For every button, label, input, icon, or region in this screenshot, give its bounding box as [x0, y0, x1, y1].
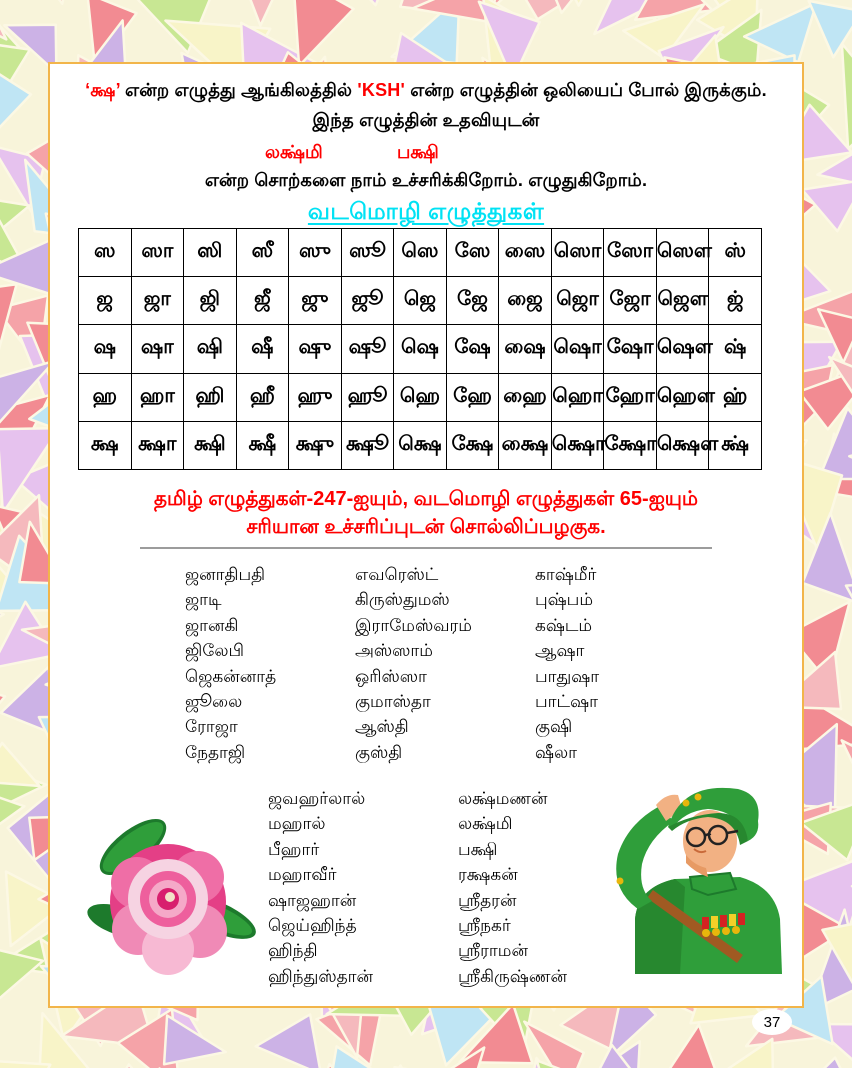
letter-cell: ஸு [289, 229, 342, 277]
letter-cell: க்ஷு [289, 421, 342, 469]
letter-cell: ஹை [499, 373, 552, 421]
letter-cell: ஷு [289, 325, 342, 373]
word-item: ஜானகி [185, 615, 239, 635]
word-item: ஷீலா [535, 742, 578, 762]
word-item: ஜவஹர்லால் [268, 789, 366, 808]
word-item: ஜிலேபி [185, 641, 244, 661]
word-item: பாதுஷா [535, 666, 600, 686]
letter-cell: ஸ [79, 229, 132, 277]
word-item: லக்ஷ்மி [458, 814, 513, 834]
letter-cell: ஸொ [551, 229, 604, 277]
letter-cell: க்ஷை [499, 421, 552, 469]
letter-cell: ஷா [131, 325, 184, 373]
word-item: ரோஜா [185, 717, 238, 737]
letter-cell: ஷை [499, 325, 552, 373]
word-item: குமாஸ்தா [355, 692, 431, 712]
word-item: ஆஷா [535, 641, 585, 661]
highlight-ksha: ‘க்ஷ’ [85, 80, 121, 100]
word-item: ஷாஜஹான் [268, 890, 357, 910]
letter-cell: ஜெ [394, 277, 447, 325]
section-title: வடமொழி எழுத்துகள் [307, 198, 545, 224]
letter-cell: க்ஷீ [236, 421, 289, 469]
rose-petals [110, 844, 227, 975]
word-item: ஜெய்ஹிந்த் [268, 916, 357, 936]
letter-cell: க்ஷௌ [656, 421, 709, 469]
letter-cell: ஷ [79, 325, 132, 373]
letter-cell: ஜு [289, 277, 342, 325]
letter-cell: ஜை [499, 277, 552, 325]
word-item: மஹால் [268, 814, 326, 834]
word-item: ஹிந்துஸ்தான் [268, 966, 374, 986]
letter-cell: ஷொ [551, 325, 604, 373]
letter-cell: ஜே [446, 277, 499, 325]
practice-note-line-2: சரியான உச்சரிப்புடன் சொல்லிப்பழகுக. [246, 516, 606, 538]
letter-cell: ஸி [184, 229, 237, 277]
letter-cell: ஸோ [604, 229, 657, 277]
word-item: எவரெஸ்ட் [355, 565, 439, 584]
letter-cell: ஹி [184, 373, 237, 421]
netaji-body [635, 873, 782, 974]
intro-line-3: என்ற சொற்களை நாம் உச்சரிக்கிறோம். எழுதுகிறோம். [204, 170, 648, 190]
letter-cell: ஸூ [341, 229, 394, 277]
page-content-frame [48, 62, 804, 1008]
letter-cell: க்ஷா [131, 421, 184, 469]
intro-line-1-end: என்ற எழுத்தின் ஒலியைப் போல் இருக்கும். [410, 80, 767, 100]
word-item: ஆஸ்தி [355, 717, 409, 737]
sanskrit-word-lakshmi: லக்ஷ்மி [265, 142, 323, 162]
letter-row [79, 229, 762, 277]
word-item: நேதாஜி [185, 742, 246, 762]
letter-cell: ஷோ [604, 325, 657, 373]
netaji-head [668, 788, 759, 877]
letter-cell: ஜ [79, 277, 132, 325]
letter-cell: ஹொ [551, 373, 604, 421]
letter-cell: ஜொ [551, 277, 604, 325]
word-item: லக்ஷ்மணன் [458, 789, 548, 808]
word-item: ரக்ஷகன் [458, 865, 518, 885]
word-item: ஸ்ரீகிருஷ்ணன் [458, 966, 567, 986]
letter-cell: ஜ் [709, 277, 762, 325]
netaji-image [590, 769, 795, 974]
letter-cell: ஹெ [394, 373, 447, 421]
letter-cell: ஜூ [341, 277, 394, 325]
word-list-column-1 [185, 562, 276, 765]
intro-line-1-mid: என்ற எழுத்து ஆங்கிலத்தில் [125, 80, 353, 100]
letter-cell: ஜா [131, 277, 184, 325]
word-item: குஷி [535, 717, 573, 737]
word-item: ஸ்ரீராமன் [458, 941, 528, 961]
intro-line-2: இந்த எழுத்தின் உதவியுடன் [312, 110, 540, 130]
letter-cell: ஸை [499, 229, 552, 277]
letter-cell: ஸீ [236, 229, 289, 277]
letter-cell: க்ஷ் [709, 421, 762, 469]
letter-cell: ஜீ [236, 277, 289, 325]
letter-cell: ஹ [79, 373, 132, 421]
letter-cell: ஸெ [394, 229, 447, 277]
word-item: ஜூலை [185, 692, 243, 712]
letter-cell: ஜோ [604, 277, 657, 325]
letter-cell: ஸே [446, 229, 499, 277]
letter-cell: ஜி [184, 277, 237, 325]
word-item: அஸ்ஸாம் [355, 641, 433, 661]
word-item: ஹிந்தி [268, 941, 318, 961]
letter-cell: ஹு [289, 373, 342, 421]
intro-line-1 [50, 80, 802, 103]
word-item: குஸ்தி [355, 742, 403, 762]
letter-cell: ஷூ [341, 325, 394, 373]
letter-cell: ஸௌ [656, 229, 709, 277]
word-item: புஷ்பம் [535, 590, 594, 610]
letter-row [79, 325, 762, 373]
letter-cell: க்ஷெ [394, 421, 447, 469]
word-item: இராமேஸ்வரம் [355, 615, 472, 635]
letter-cell: ஹா [131, 373, 184, 421]
letter-cell: ஷௌ [656, 325, 709, 373]
grantha-letter-table [78, 228, 762, 470]
word-item: ஜனாதிபதி [185, 565, 266, 584]
letter-row [79, 277, 762, 325]
word-item: ஒரிஸ்ஸா [355, 666, 427, 686]
word-item: பக்ஷி [458, 839, 498, 859]
word-item: கஷ்டம் [535, 615, 593, 635]
letter-cell: க்ஷ [79, 421, 132, 469]
letter-cell: ஷ் [709, 325, 762, 373]
letter-cell: ஹோ [604, 373, 657, 421]
page-number-badge: 37 [752, 1009, 792, 1035]
word-list-column-3 [535, 562, 599, 765]
highlight-ksh: 'KSH' [357, 80, 405, 100]
letter-cell: க்ஷூ [341, 421, 394, 469]
letter-cell: ஜௌ [656, 277, 709, 325]
letter-cell: ஷீ [236, 325, 289, 373]
bottom-word-list-column-2 [458, 786, 567, 989]
bottom-word-list-column-1 [268, 786, 373, 989]
letter-row [79, 373, 762, 421]
letter-cell: க்ஷே [446, 421, 499, 469]
word-item: பாட்ஷா [535, 692, 598, 712]
word-item: ஜெகன்னாத் [185, 666, 277, 686]
letter-row [79, 421, 762, 469]
practice-note-line-1: தமிழ் எழுத்துகள்-247-ஐயும், வடமொழி எழுத்துகள் 65-ஐயும் [153, 488, 698, 510]
word-item: காஷ்மீர் [535, 565, 597, 584]
letter-cell: ஹூ [341, 373, 394, 421]
letter-cell: ஷெ [394, 325, 447, 373]
rose-image [75, 799, 260, 984]
letter-cell: ஹ் [709, 373, 762, 421]
letter-cell: ஸ் [709, 229, 762, 277]
sanskrit-word-pakshi: பக்ஷி [397, 142, 439, 162]
letter-cell: க்ஷி [184, 421, 237, 469]
letter-cell: ஷி [184, 325, 237, 373]
letter-cell: ஹௌ [656, 373, 709, 421]
letter-cell: ஹே [446, 373, 499, 421]
word-item: ஸ்ரீநகர் [458, 916, 511, 936]
letter-cell: ஸா [131, 229, 184, 277]
letter-cell: க்ஷோ [604, 421, 657, 469]
section-divider [140, 547, 712, 549]
word-item: பீஹார் [268, 839, 320, 859]
word-list-column-2 [355, 562, 472, 765]
word-item: ஸ்ரீதரன் [458, 890, 517, 910]
section-title-row [50, 198, 802, 228]
letter-cell: ஷே [446, 325, 499, 373]
word-item: மஹாவீர் [268, 865, 337, 885]
word-item: கிருஸ்துமஸ் [355, 590, 450, 610]
word-item: ஜாடி [185, 590, 222, 610]
letter-cell: ஹீ [236, 373, 289, 421]
letter-cell: க்ஷொ [551, 421, 604, 469]
